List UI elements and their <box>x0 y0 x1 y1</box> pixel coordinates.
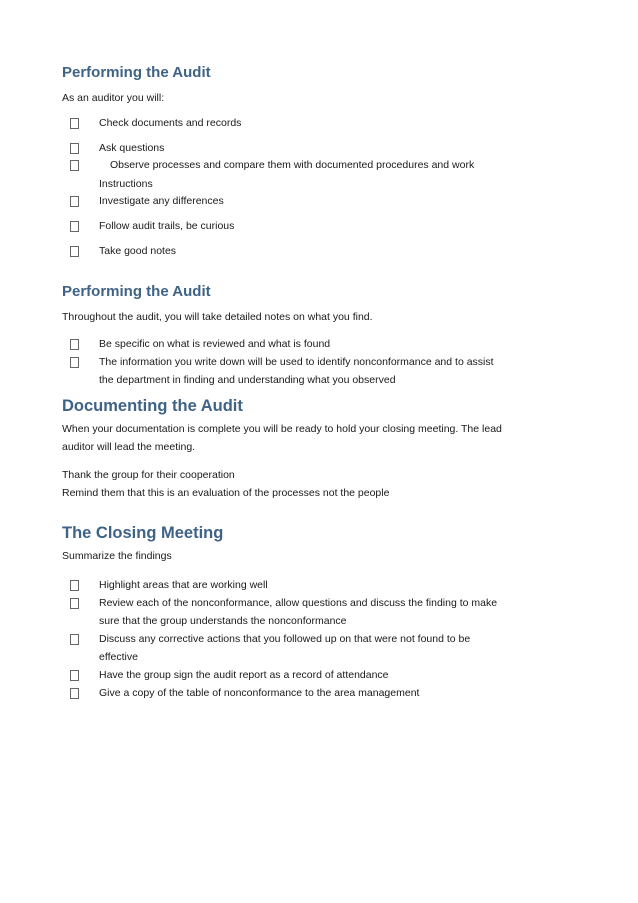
list-item-continuation: sure that the group understands the nonconformance <box>99 615 347 627</box>
bullet-icon <box>70 339 79 350</box>
list-item: The information you write down will be used to identify nonconformance and to assist <box>99 356 494 368</box>
list-item: Check documents and records <box>99 117 242 129</box>
bullet-icon <box>70 221 79 232</box>
section-heading: Documenting the Audit <box>62 397 243 415</box>
paragraph-line: auditor will lead the meeting. <box>62 441 196 453</box>
list-item-continuation: effective <box>99 651 138 663</box>
list-item: Ask questions <box>99 142 165 154</box>
list-item: Be specific on what is reviewed and what is found <box>99 338 331 350</box>
section-intro: Summarize the findings <box>62 550 172 562</box>
paragraph-line: Remind them that this is an evaluation of the processes not the people <box>62 487 390 499</box>
list-item: Observe processes and compare them with documented procedures and work <box>110 159 475 171</box>
list-item: Follow audit trails, be curious <box>99 220 235 232</box>
list-item: Discuss any corrective actions that you followed up on that were not found to be <box>99 633 471 645</box>
section-intro: Throughout the audit, you will take detailed notes on what you find. <box>62 311 373 323</box>
bullet-icon <box>70 246 79 257</box>
bullet-icon <box>70 143 79 154</box>
bullet-icon <box>70 160 79 171</box>
paragraph-line: Thank the group for their cooperation <box>62 469 235 481</box>
bullet-icon <box>70 357 79 368</box>
list-item-continuation: Instructions <box>99 178 153 190</box>
bullet-icon <box>70 118 79 129</box>
list-item: Highlight areas that are working well <box>99 579 268 591</box>
list-item: Review each of the nonconformance, allow questions and discuss the finding to make <box>99 597 498 609</box>
list-item: Investigate any differences <box>99 195 224 207</box>
bullet-icon <box>70 634 79 645</box>
bullet-icon <box>70 196 79 207</box>
list-item-continuation: the department in finding and understanding what you observed <box>99 374 396 386</box>
section-intro: As an auditor you will: <box>62 92 165 104</box>
paragraph-line: When your documentation is complete you will be ready to hold your closing meeting. The lead <box>62 423 502 435</box>
bullet-icon <box>70 670 79 681</box>
list-item: Have the group sign the audit report as a record of attendance <box>99 669 389 681</box>
section-heading: The Closing Meeting <box>62 524 224 542</box>
bullet-icon <box>70 580 79 591</box>
section-heading: Performing the Audit <box>62 64 211 81</box>
section-heading: Performing the Audit <box>62 283 211 300</box>
list-item: Take good notes <box>99 245 177 257</box>
bullet-icon <box>70 688 79 699</box>
bullet-icon <box>70 598 79 609</box>
list-item: Give a copy of the table of nonconformance to the area management <box>99 687 420 699</box>
